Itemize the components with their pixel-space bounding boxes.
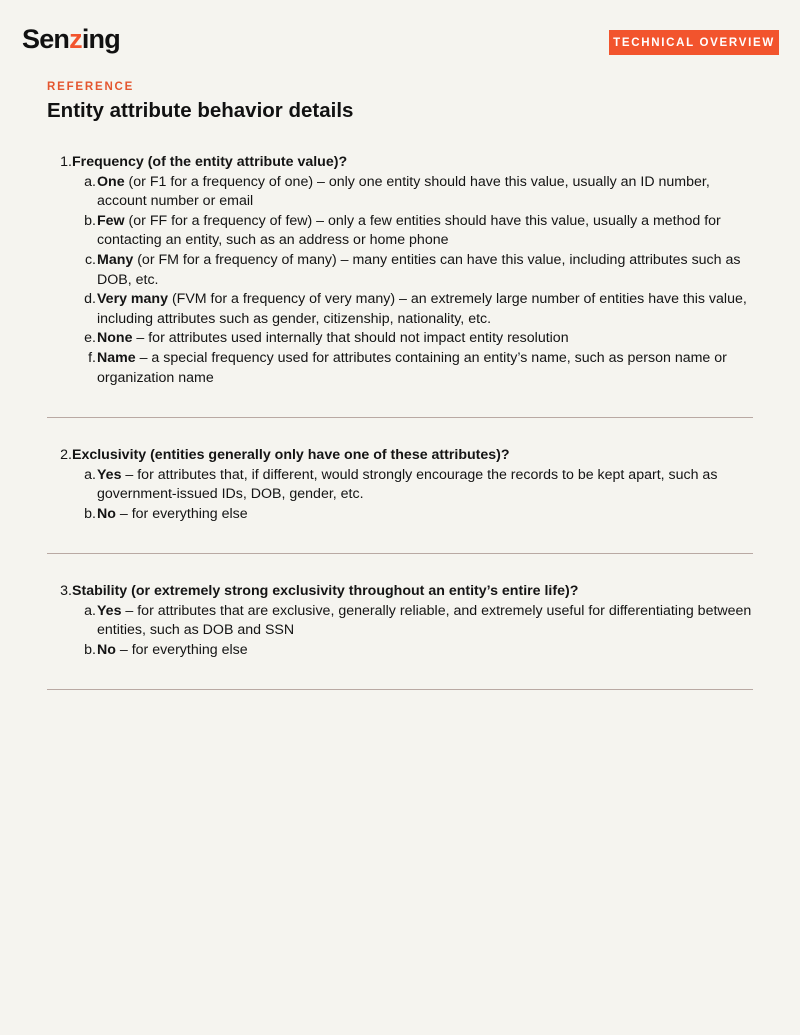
question-text: Frequency (of the entity attribute value)?	[72, 154, 348, 170]
question-heading	[47, 153, 753, 173]
list-item	[47, 466, 753, 505]
question-text: Exclusivity (entities generally only have one of these attributes)?	[72, 447, 510, 463]
item-text: – for everything else	[115, 641, 248, 658]
stability-section	[47, 582, 753, 660]
item-term: Very many	[97, 291, 168, 308]
logo-accent: z	[69, 24, 82, 54]
item-letter: a.	[84, 602, 96, 619]
list-item	[47, 602, 753, 641]
item-term: Many	[97, 251, 134, 268]
item-letter: f.	[88, 349, 96, 366]
item-letter: a.	[84, 466, 96, 483]
item-text: (or FM for a frequency of many) – many entities can have this value, including attributes such as DOB, etc.	[97, 251, 741, 288]
item-term: One	[97, 173, 125, 190]
item-term: No	[97, 505, 116, 522]
list-item	[47, 251, 753, 290]
item-term: Few	[97, 212, 125, 229]
section-divider	[47, 417, 753, 418]
list-item	[47, 290, 753, 329]
item-text: – for everything else	[115, 505, 248, 522]
item-letter: c.	[84, 251, 96, 268]
section-divider	[47, 553, 753, 554]
list-item	[47, 329, 753, 349]
item-text: – a special frequency used for attributes containing an entity’s name, such as person name or organization name	[97, 349, 727, 386]
question-number: 3.	[60, 583, 72, 599]
item-letter: b.	[84, 505, 96, 522]
question-number: 1.	[60, 154, 72, 170]
list-item	[47, 349, 753, 388]
item-text: (or FF for a frequency of few) – only a few entities should have this value, usually a method for contacting an entity, such as an address or home phone	[97, 212, 721, 249]
item-term: Name	[97, 349, 136, 366]
list-item	[47, 173, 753, 212]
list-item	[47, 212, 753, 251]
list-item	[47, 641, 753, 661]
item-letter: e.	[84, 330, 96, 347]
item-text: (or F1 for a frequency of one) – only one entity should have this value, usually an ID number, account number or email	[97, 173, 710, 210]
item-text: – for attributes used internally that should not impact entity resolution	[132, 330, 569, 347]
section-divider	[47, 689, 753, 690]
item-term: None	[97, 330, 133, 347]
exclusivity-section	[47, 446, 753, 524]
item-text: (FVM for a frequency of very many) – an extremely large number of entities have this value, including attributes such as gender, citizenship, nationality, etc.	[97, 291, 747, 327]
item-term: Yes	[97, 466, 122, 483]
question-heading	[47, 446, 753, 466]
item-text: – for attributes that are exclusive, generally reliable, and extremely useful for differentiating between entities, such as DOB and SSN	[97, 602, 752, 639]
section-eyebrow: REFERENCE	[47, 81, 135, 93]
item-letter: a.	[84, 173, 96, 190]
logo-prefix: Sen	[22, 24, 70, 54]
frequency-section	[47, 153, 753, 388]
item-text: – for attributes that, if different, would strongly encourage the records to be kept apart, such as government-issued IDs, DOB, gender, etc.	[97, 466, 718, 503]
item-term: Yes	[97, 602, 122, 619]
item-term: No	[97, 641, 116, 658]
item-letter: b.	[84, 641, 96, 658]
question-text: Stability (or extremely strong exclusivity throughout an entity’s entire life)?	[72, 583, 579, 599]
logo-suffix: ing	[81, 24, 120, 54]
senzing-logo	[22, 24, 120, 55]
question-number: 2.	[60, 447, 72, 463]
item-letter: d.	[84, 291, 96, 308]
technical-overview-badge: TECHNICAL OVERVIEW	[609, 30, 779, 55]
list-item	[47, 505, 753, 525]
page-title: Entity attribute behavior details	[47, 99, 354, 122]
item-letter: b.	[84, 212, 96, 229]
question-heading	[47, 582, 753, 602]
